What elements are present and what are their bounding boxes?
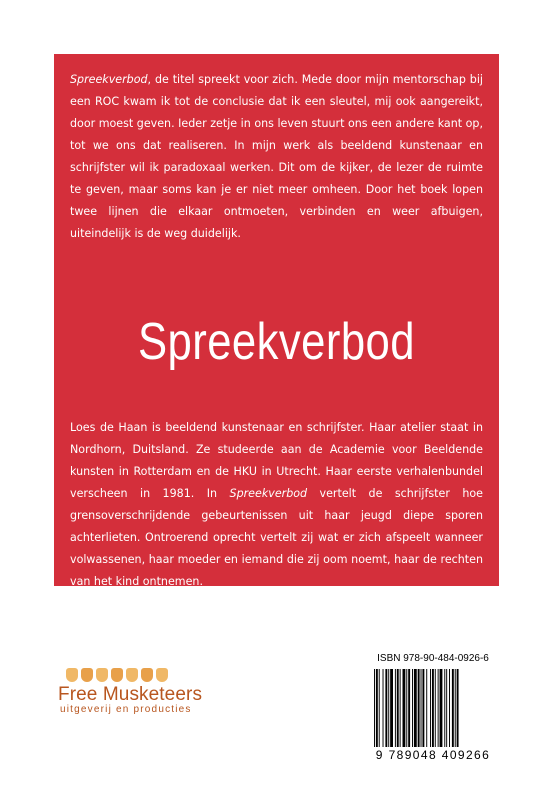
logo-icons — [58, 668, 218, 682]
bio-title-italic: Spreekverbod — [229, 487, 308, 500]
publisher-tagline: uitgeverij en producties — [60, 704, 192, 715]
barcode-bar — [385, 669, 387, 747]
barcode-bar — [421, 669, 422, 747]
barcode-bar — [457, 669, 459, 747]
blurb-text — [70, 69, 483, 245]
logo-icon — [66, 668, 78, 682]
barcode-bar — [446, 669, 447, 747]
logo-icon — [111, 668, 123, 682]
barcode-bar — [374, 669, 375, 747]
blurb-title-italic: Spreekverbod — [70, 73, 148, 86]
barcode-bar — [390, 669, 393, 747]
barcode-bar — [376, 669, 378, 747]
barcode-bar — [422, 669, 424, 747]
barcode-bar — [400, 669, 401, 747]
barcode-bar — [397, 669, 399, 747]
barcode-bars — [368, 669, 498, 751]
barcode-digits: 9 789048 409266 — [375, 748, 491, 762]
barcode-bar — [414, 669, 417, 747]
barcode-bar — [403, 669, 406, 747]
barcode-bar — [426, 669, 427, 747]
isbn-label: ISBN 978-90-484-0926-6 — [377, 653, 489, 664]
barcode-bar — [435, 669, 436, 747]
logo-icon — [156, 668, 168, 682]
barcode-block — [368, 653, 498, 771]
barcode-bar — [412, 669, 413, 747]
publisher-logo — [58, 668, 218, 748]
logo-icon — [81, 668, 93, 682]
barcode-bar — [438, 669, 439, 747]
barcode-bar — [449, 669, 450, 747]
bio-part-2: vertelt de schrijfster hoe grensoverschrijdende gebeurtenissen uit haar jeugd diepe sporen achterlieten. Ontroerend oprecht vertelt zij wat er zich afspeelt wanneer volwassenen, haar moeder en iemand die zij oom noemt, haar de rechten van het kind ontnemen. — [70, 487, 484, 588]
barcode-bar — [395, 669, 396, 747]
bio-part-1: Loes de Haan is beeldend kunstenaar en schrijfster. Haar atelier staat in Nordhorn, Duitsland. Ze studeerde aan de Academie voor Beeldende kunsten in Rotterdam en de HKU in Utrecht. Haar eerste verhalenbundel verscheen in 1981. In — [70, 421, 483, 500]
publisher-name: Free Musketeers — [58, 684, 203, 705]
barcode-bar — [418, 669, 420, 747]
red-panel — [54, 54, 499, 586]
barcode-bar — [444, 669, 445, 747]
logo-icon — [96, 668, 108, 682]
barcode-bar — [440, 669, 443, 747]
barcode-bar — [455, 669, 456, 747]
logo-icon — [141, 668, 153, 682]
barcode-bar — [408, 669, 410, 747]
barcode-bar — [430, 669, 431, 747]
barcode-bar — [452, 669, 454, 747]
barcode-bar — [432, 669, 434, 747]
book-title: Spreekverbod — [137, 313, 415, 371]
barcode-bar — [383, 669, 384, 747]
barcode-bar — [388, 669, 389, 747]
barcode-bar — [379, 669, 380, 747]
blurb-body: , de titel spreekt voor zich. Mede door mijn mentorschap bij een ROC kwam ik tot de conclusie dat ik een sleutel, mij ook aangereikt, door moest geven. Ieder zetje in ons leven stuurt ons een andere kant op, tot we ons dat realiseren. In mijn werk als beeldend kunstenaar en schrijfster wil ik paradoxaal werken. Dit om de kijker, de lezer de ruimte te geven, maar soms kan je er niet meer omheen. Door het boek lopen twee lijnen die elkaar ontmoeten, verbinden en weer afbuigen, uiteindelijk is de weg duidelijk. — [70, 73, 483, 240]
author-bio — [70, 417, 483, 593]
logo-icon — [126, 668, 138, 682]
barcode-bar — [406, 669, 407, 747]
